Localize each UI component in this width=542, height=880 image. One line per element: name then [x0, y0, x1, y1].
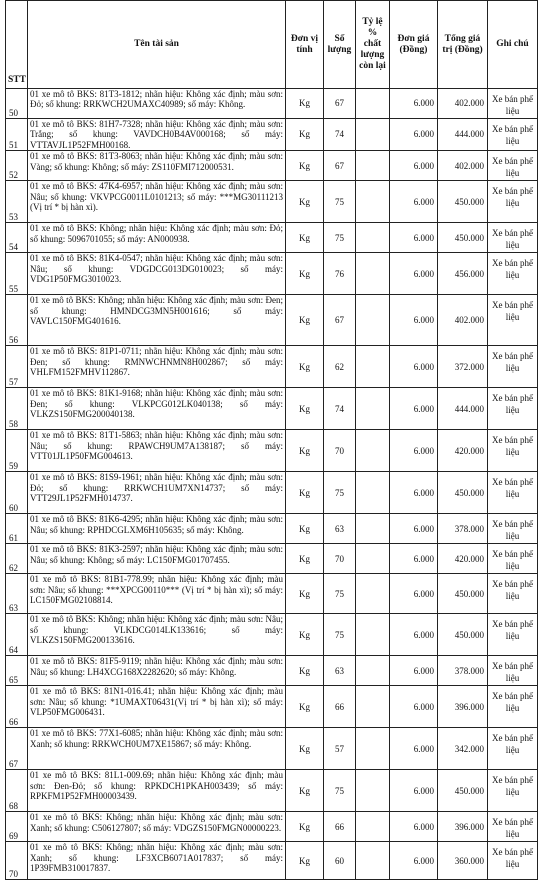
row-quantity: 75	[324, 574, 356, 614]
row-description: 01 xe mô tô BKS: Không; nhãn hiệu: Không xác định; màu sơn: Đỏ; số khung: 5096701055; số máy: AN000938.	[28, 223, 286, 253]
row-total-value: 402.000	[438, 295, 488, 346]
row-quantity: 74	[324, 388, 356, 430]
table-row	[6, 253, 538, 295]
table-body	[6, 89, 538, 880]
row-unit: Kg	[286, 686, 324, 728]
row-unit: Kg	[286, 514, 324, 544]
row-quality-ratio	[356, 614, 390, 656]
row-description: 01 xe mô tô BKS: 81F5-9119; nhãn hiệu: Không xác định; màu sơn: Nâu; số khung: LH4XCG168X2282620; số máy: Không.	[28, 656, 286, 686]
row-unit-price: 6.000	[390, 223, 438, 253]
header-unit-price: Đơn giá (Đồng)	[390, 1, 438, 89]
row-description: 01 xe mô tô BKS: 81K1-9168; nhãn hiệu: Không xác định; màu sơn: Đen; số khung: VLKPCG012LK040138; số máy: VLKZS150FMG200040138.	[28, 388, 286, 430]
row-unit-price: 6.000	[390, 544, 438, 574]
table-row	[6, 472, 538, 514]
row-quantity: 60	[324, 842, 356, 880]
row-quality-ratio	[356, 89, 390, 119]
row-unit: Kg	[286, 770, 324, 812]
row-description: 01 xe mô tô BKS: 81K6-4295; nhãn hiệu: Không xác định; màu sơn: Nâu; số khung: RPHDCGLXM6H105635; số máy: Không.	[28, 514, 286, 544]
row-stt: 59	[6, 430, 28, 472]
row-stt: 61	[6, 514, 28, 544]
row-unit-price: 6.000	[390, 151, 438, 181]
row-note: Xe bán phế liệu	[488, 119, 538, 151]
table-row	[6, 656, 538, 686]
row-total-value: 444.000	[438, 119, 488, 151]
row-stt: 54	[6, 223, 28, 253]
row-unit: Kg	[286, 295, 324, 346]
row-note: Xe bán phế liệu	[488, 614, 538, 656]
row-unit-price: 6.000	[390, 728, 438, 770]
row-quantity: 75	[324, 181, 356, 223]
row-note: Xe bán phế liệu	[488, 514, 538, 544]
row-quality-ratio	[356, 295, 390, 346]
row-unit: Kg	[286, 614, 324, 656]
row-note: Xe bán phế liệu	[488, 812, 538, 842]
row-stt: 67	[6, 728, 28, 770]
row-note: Xe bán phế liệu	[488, 89, 538, 119]
row-description: 01 xe mô tô BKS: 81L1-009.69; nhãn hiệu: Không xác định; màu sơn: Đen-Đỏ; số khung: RPKDCH1PKAH003439; số máy: RPKFM1P52FMH00003439.	[28, 770, 286, 812]
row-note: Xe bán phế liệu	[488, 295, 538, 346]
row-note: Xe bán phế liệu	[488, 472, 538, 514]
row-quality-ratio	[356, 842, 390, 880]
row-stt: 62	[6, 544, 28, 574]
row-unit-price: 6.000	[390, 388, 438, 430]
row-quantity: 57	[324, 728, 356, 770]
row-unit: Kg	[286, 728, 324, 770]
row-note: Xe bán phế liệu	[488, 151, 538, 181]
row-description: 01 xe mô tô BKS: 81H7-7328; nhãn hiệu: Không xác định; màu sơn: Trắng; số khung: VAVDCH0B4AV000168; số máy: VTTAVJL1P52FMH00168.	[28, 119, 286, 151]
row-unit-price: 6.000	[390, 842, 438, 880]
row-quantity: 70	[324, 430, 356, 472]
row-unit-price: 6.000	[390, 686, 438, 728]
row-quality-ratio	[356, 770, 390, 812]
row-unit-price: 6.000	[390, 295, 438, 346]
row-quality-ratio	[356, 656, 390, 686]
row-unit: Kg	[286, 656, 324, 686]
row-unit: Kg	[286, 253, 324, 295]
row-unit-price: 6.000	[390, 514, 438, 544]
row-quality-ratio	[356, 119, 390, 151]
row-quantity: 63	[324, 656, 356, 686]
header-quality-ratio: Tỷ lệ % chất lượng còn lại	[356, 1, 390, 89]
row-total-value: 372.000	[438, 346, 488, 388]
row-total-value: 396.000	[438, 686, 488, 728]
table-row	[6, 812, 538, 842]
row-quality-ratio	[356, 253, 390, 295]
row-quantity: 67	[324, 151, 356, 181]
row-total-value: 456.000	[438, 253, 488, 295]
row-total-value: 450.000	[438, 181, 488, 223]
row-total-value: 420.000	[438, 544, 488, 574]
row-quality-ratio	[356, 223, 390, 253]
row-description: 01 xe mô tô BKS: 81T3-8063; nhãn hiệu: Không xác định; màu sơn: Vàng; số khung: Không; số máy: ZS110FMI712000531.	[28, 151, 286, 181]
table-row	[6, 295, 538, 346]
row-total-value: 396.000	[438, 812, 488, 842]
row-stt: 52	[6, 151, 28, 181]
row-unit-price: 6.000	[390, 770, 438, 812]
row-total-value: 402.000	[438, 89, 488, 119]
row-stt: 56	[6, 295, 28, 346]
row-quantity: 75	[324, 472, 356, 514]
table-row	[6, 346, 538, 388]
row-unit-price: 6.000	[390, 614, 438, 656]
row-total-value: 450.000	[438, 770, 488, 812]
row-description: 01 xe mô tô BKS: 81S9-1961; nhãn hiệu: Không xác định; màu sơn: Đỏ; số khung: RRKWCH1UM7XN14737; số máy: VTT29JL1P52FMH014737.	[28, 472, 286, 514]
row-unit: Kg	[286, 574, 324, 614]
row-description: 01 xe mô tô BKS: Không; nhãn hiệu: Không xác định; màu sơn: Đen; số khung: HMNDCG3MN5H001616; số máy: VAVLC150FMG401616.	[28, 295, 286, 346]
table-row	[6, 430, 538, 472]
row-quality-ratio	[356, 181, 390, 223]
row-quality-ratio	[356, 812, 390, 842]
row-unit-price: 6.000	[390, 346, 438, 388]
row-quality-ratio	[356, 151, 390, 181]
row-unit-price: 6.000	[390, 253, 438, 295]
row-stt: 60	[6, 472, 28, 514]
row-description: 01 xe mô tô BKS: Không; nhãn hiệu: Không xác định; màu sơn: Nâu; số khung: VLKDCG014LK133616; số máy: VLKZS150FMG200133616.	[28, 614, 286, 656]
row-stt: 57	[6, 346, 28, 388]
header-asset-name: Tên tài sản	[28, 1, 286, 89]
row-description: 01 xe mô tô BKS: 77X1-6085; nhãn hiệu: Không xác định; màu sơn: Xanh; số khung: RRKWCH0UM7XE15867; số máy: Không.	[28, 728, 286, 770]
row-unit-price: 6.000	[390, 812, 438, 842]
row-quality-ratio	[356, 574, 390, 614]
header-note: Ghi chú	[488, 1, 538, 89]
row-quantity: 75	[324, 770, 356, 812]
row-quantity: 75	[324, 614, 356, 656]
row-total-value: 360.000	[438, 842, 488, 880]
table-row	[6, 614, 538, 656]
row-stt: 63	[6, 574, 28, 614]
row-quality-ratio	[356, 430, 390, 472]
row-quantity: 70	[324, 544, 356, 574]
row-total-value: 450.000	[438, 472, 488, 514]
row-stt: 55	[6, 253, 28, 295]
row-stt: 65	[6, 656, 28, 686]
row-note: Xe bán phế liệu	[488, 574, 538, 614]
row-stt: 66	[6, 686, 28, 728]
row-quantity: 63	[324, 514, 356, 544]
row-quality-ratio	[356, 346, 390, 388]
row-unit: Kg	[286, 346, 324, 388]
row-unit-price: 6.000	[390, 181, 438, 223]
table-row	[6, 544, 538, 574]
row-note: Xe bán phế liệu	[488, 544, 538, 574]
row-description: 01 xe mô tô BKS: 81K4-0547; nhãn hiệu: Không xác định; màu sơn: Nâu; số khung: VDGDCG013DG010023; số máy: VDG1P50FMG3010023.	[28, 253, 286, 295]
row-unit: Kg	[286, 119, 324, 151]
row-note: Xe bán phế liệu	[488, 346, 538, 388]
row-quantity: 67	[324, 89, 356, 119]
row-unit: Kg	[286, 89, 324, 119]
row-stt: 69	[6, 812, 28, 842]
row-note: Xe bán phế liệu	[488, 223, 538, 253]
row-stt: 50	[6, 89, 28, 119]
row-quantity: 67	[324, 295, 356, 346]
table-row	[6, 842, 538, 880]
row-quantity: 74	[324, 119, 356, 151]
row-unit-price: 6.000	[390, 119, 438, 151]
row-note: Xe bán phế liệu	[488, 686, 538, 728]
row-unit: Kg	[286, 223, 324, 253]
header-unit: Đơn vị tính	[286, 1, 324, 89]
row-unit-price: 6.000	[390, 472, 438, 514]
row-unit: Kg	[286, 544, 324, 574]
row-total-value: 450.000	[438, 223, 488, 253]
row-description: 01 xe mô tô BKS: 47K4-6957; nhãn hiệu: Không xác định; màu sơn: Nâu; số khung: VKVPCG0011L0101213; số máy: ***MG30111213 (Vị trí * bị hàn xì).	[28, 181, 286, 223]
row-unit-price: 6.000	[390, 430, 438, 472]
row-note: Xe bán phế liệu	[488, 770, 538, 812]
row-note: Xe bán phế liệu	[488, 728, 538, 770]
row-quantity: 66	[324, 812, 356, 842]
row-total-value: 450.000	[438, 574, 488, 614]
row-quality-ratio	[356, 686, 390, 728]
row-stt: 53	[6, 181, 28, 223]
row-quality-ratio	[356, 388, 390, 430]
table-row	[6, 119, 538, 151]
row-note: Xe bán phế liệu	[488, 388, 538, 430]
asset-table	[5, 0, 538, 880]
row-quantity: 75	[324, 223, 356, 253]
row-description: 01 xe mô tô BKS: 81N1-016.41; nhãn hiệu: Không xác định; màu sơn: Nâu; số khung: *1UMAXT06431(Vị trí * bị hàn xì); số máy: VLP50FMG006431.	[28, 686, 286, 728]
row-description: 01 xe mô tô BKS: 81T1-5863; nhãn hiệu: Không xác định; màu sơn: Nâu; số khung: RPAWCH9UM7A138187; số máy: VTT01JL1P50FMG004613.	[28, 430, 286, 472]
row-quality-ratio	[356, 728, 390, 770]
table-row	[6, 770, 538, 812]
table-row	[6, 728, 538, 770]
row-unit: Kg	[286, 472, 324, 514]
asset-table-sheet	[5, 0, 537, 880]
row-stt: 58	[6, 388, 28, 430]
header-total-value: Tổng giá trị (Đồng)	[438, 1, 488, 89]
row-total-value: 450.000	[438, 614, 488, 656]
row-unit: Kg	[286, 842, 324, 880]
row-stt: 64	[6, 614, 28, 656]
row-unit-price: 6.000	[390, 574, 438, 614]
row-unit: Kg	[286, 181, 324, 223]
row-total-value: 378.000	[438, 514, 488, 544]
row-description: 01 xe mô tô BKS: 81K3-2597; nhãn hiệu: Không xác định; màu sơn: Nâu; số khung: Không; số máy: LC150FMG01707455.	[28, 544, 286, 574]
row-unit: Kg	[286, 151, 324, 181]
row-unit-price: 6.000	[390, 89, 438, 119]
row-note: Xe bán phế liệu	[488, 181, 538, 223]
row-description: 01 xe mô tô BKS: 81B1-778.99; nhãn hiệu: Không xác định; màu sơn: Nâu; số khung: ***XPCG00110*** (Vị trí * bị hàn xì); số máy: LC150FMG02108814.	[28, 574, 286, 614]
row-note: Xe bán phế liệu	[488, 842, 538, 880]
row-description: 01 xe mô tô BKS: 81P1-0711; nhãn hiệu: Không xác định; màu sơn: Đen; số khung: RMNWCHNMN8H002867; số máy: VHLFM152FMHV112867.	[28, 346, 286, 388]
row-total-value: 342.000	[438, 728, 488, 770]
row-description: 01 xe mô tô BKS: Không; nhãn hiệu: Không xác định; màu sơn: Xanh; số khung: C506127807; số máy: VDGZS150FMGN00000223.	[28, 812, 286, 842]
table-row	[6, 223, 538, 253]
row-description: 01 xe mô tô BKS: 81T3-1812; nhãn hiệu: Không xác định; màu sơn: Đỏ; số khung: RRKWCH2UMAXC40989; số máy: Không.	[28, 89, 286, 119]
row-unit: Kg	[286, 430, 324, 472]
table-row	[6, 574, 538, 614]
row-note: Xe bán phế liệu	[488, 656, 538, 686]
row-stt: 70	[6, 842, 28, 880]
row-note: Xe bán phế liệu	[488, 430, 538, 472]
table-row	[6, 388, 538, 430]
row-unit: Kg	[286, 812, 324, 842]
table-row	[6, 686, 538, 728]
row-total-value: 402.000	[438, 151, 488, 181]
row-description: 01 xe mô tô BKS: Không; nhãn hiệu: Không xác định; màu sơn: Xanh; số khung: LF3XCB6071A017837; số máy: 1P39FMB310017837.	[28, 842, 286, 880]
header-stt: STT	[6, 1, 28, 89]
row-quantity: 76	[324, 253, 356, 295]
row-quantity: 66	[324, 686, 356, 728]
table-row	[6, 151, 538, 181]
row-quality-ratio	[356, 544, 390, 574]
row-quantity: 62	[324, 346, 356, 388]
row-quality-ratio	[356, 514, 390, 544]
row-unit-price: 6.000	[390, 656, 438, 686]
row-quality-ratio	[356, 472, 390, 514]
row-total-value: 444.000	[438, 388, 488, 430]
row-note: Xe bán phế liệu	[488, 253, 538, 295]
row-total-value: 378.000	[438, 656, 488, 686]
row-stt: 51	[6, 119, 28, 151]
row-unit: Kg	[286, 388, 324, 430]
table-header-row	[6, 1, 538, 89]
row-total-value: 420.000	[438, 430, 488, 472]
table-row	[6, 181, 538, 223]
header-quantity: Số lượng	[324, 1, 356, 89]
table-row	[6, 514, 538, 544]
table-row	[6, 89, 538, 119]
row-stt: 68	[6, 770, 28, 812]
